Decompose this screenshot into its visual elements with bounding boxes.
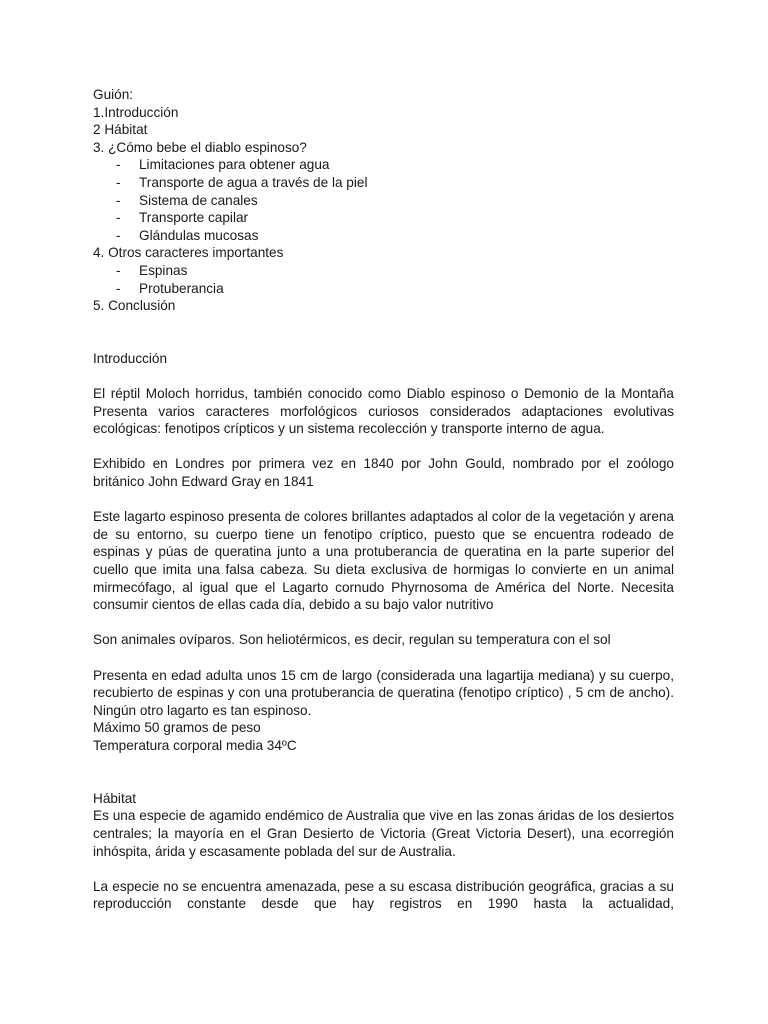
spacer: [93, 614, 674, 632]
bullet-dash: -: [116, 280, 121, 296]
outline-subitem: [93, 262, 674, 280]
outline-item-1: 1.Introducción: [93, 104, 179, 120]
outline-subitem: [93, 192, 674, 210]
paragraph: El réptil Moloch horridus, también conocido como Diablo espinoso o Demonio de la Montaña Presenta varios caracteres morfológicos curiosos considerados adaptaciones evolutivas ecológicas: fenotipos crípticos y un sistema recolección y transporte interno de agua.: [93, 386, 674, 437]
text-line: Temperatura corporal media 34ºC: [93, 737, 297, 753]
paragraph: Es una especie de agamido endémico de Australia que vive en las zonas áridas de los desiertos centrales; la mayoría en el Gran Desierto de Victoria (Great Victoria Desert), una ecorregión inhóspita, árida y escasamente poblada del sur de Australia.: [93, 808, 674, 859]
spacer: [93, 315, 674, 350]
outline-subitem-label: Transporte de agua a través de la piel: [139, 174, 368, 190]
document-page: [93, 86, 674, 913]
spacer: [93, 649, 674, 667]
section-heading-introduccion: Introducción: [93, 350, 168, 366]
bullet-dash: -: [116, 192, 121, 208]
bullet-dash: -: [116, 210, 121, 226]
bullet-dash: -: [116, 262, 121, 278]
outline-subitem: [93, 227, 674, 245]
outline-item-5: 5. Conclusión: [93, 298, 176, 314]
bullet-dash: -: [116, 227, 121, 243]
outline-subitem-label: Glándulas mucosas: [139, 227, 259, 243]
outline-item-4: 4. Otros caracteres importantes: [93, 245, 284, 261]
spacer: [93, 860, 674, 878]
spacer: [93, 368, 674, 386]
paragraph: Son animales ovíparos. Son heliotérmicos, es decir, regulan su temperatura con el sol: [93, 632, 611, 648]
section-heading-habitat: Hábitat: [93, 790, 137, 806]
outline-subitem: [93, 280, 674, 298]
paragraph: Exhibido en Londres por primera vez en 1840 por John Gould, nombrado por el zoólogo británico John Edward Gray en 1841: [93, 456, 674, 490]
outline-subitem-label: Limitaciones para obtener agua: [139, 157, 330, 173]
bullet-dash: -: [116, 157, 121, 173]
outline-subitem: [93, 209, 674, 227]
outline-subitem: [93, 174, 674, 192]
spacer: [93, 438, 674, 456]
outline-item-3: 3. ¿Cómo bebe el diablo espinoso?: [93, 139, 307, 155]
text-line: Máximo 50 gramos de peso: [93, 720, 261, 736]
bullet-dash: -: [116, 174, 121, 190]
outline-subitem: [93, 156, 674, 174]
outline-subitem-label: Sistema de canales: [139, 192, 258, 208]
spacer: [93, 491, 674, 509]
paragraph: Presenta en edad adulta unos 15 cm de largo (considerada una lagartija mediana) y su cuerpo, recubierto de espinas y con una protuberancia de queratina (fenotipo críptico) , 5 cm de ancho). Ningún otro lagarto es tan espinoso.: [93, 667, 674, 718]
paragraph: Este lagarto espinoso presenta de colores brillantes adaptados al color de la vegetación y arena de su entorno, su cuerpo tiene un fenotipo críptico, puesto que se encuentra rodeado de espinas y púas de queratina junto a una protuberancia de queratina en la parte superior del cuello que imita una falsa cabeza. Su dieta exclusiva de hormigas lo convierte en un animal mirmecófago, al igual que el Lagarto cornudo Phyrnosoma de América del Norte. Necesita consumir cientos de ellas cada día, debido a su bajo valor nutritivo: [93, 509, 674, 613]
spacer: [93, 755, 674, 790]
paragraph: La especie no se encuentra amenazada, pese a su escasa distribución geográfica, gracias a su reproducción constante desde que hay registros en 1990 hasta la actualidad,: [93, 878, 674, 912]
outline-subitem-label: Protuberancia: [139, 280, 224, 296]
outline-title: Guión:: [93, 87, 134, 102]
outline-item-2: 2 Hábitat: [93, 122, 148, 138]
outline-subitem-label: Transporte capilar: [139, 210, 249, 226]
outline-subitem-label: Espinas: [139, 262, 188, 278]
